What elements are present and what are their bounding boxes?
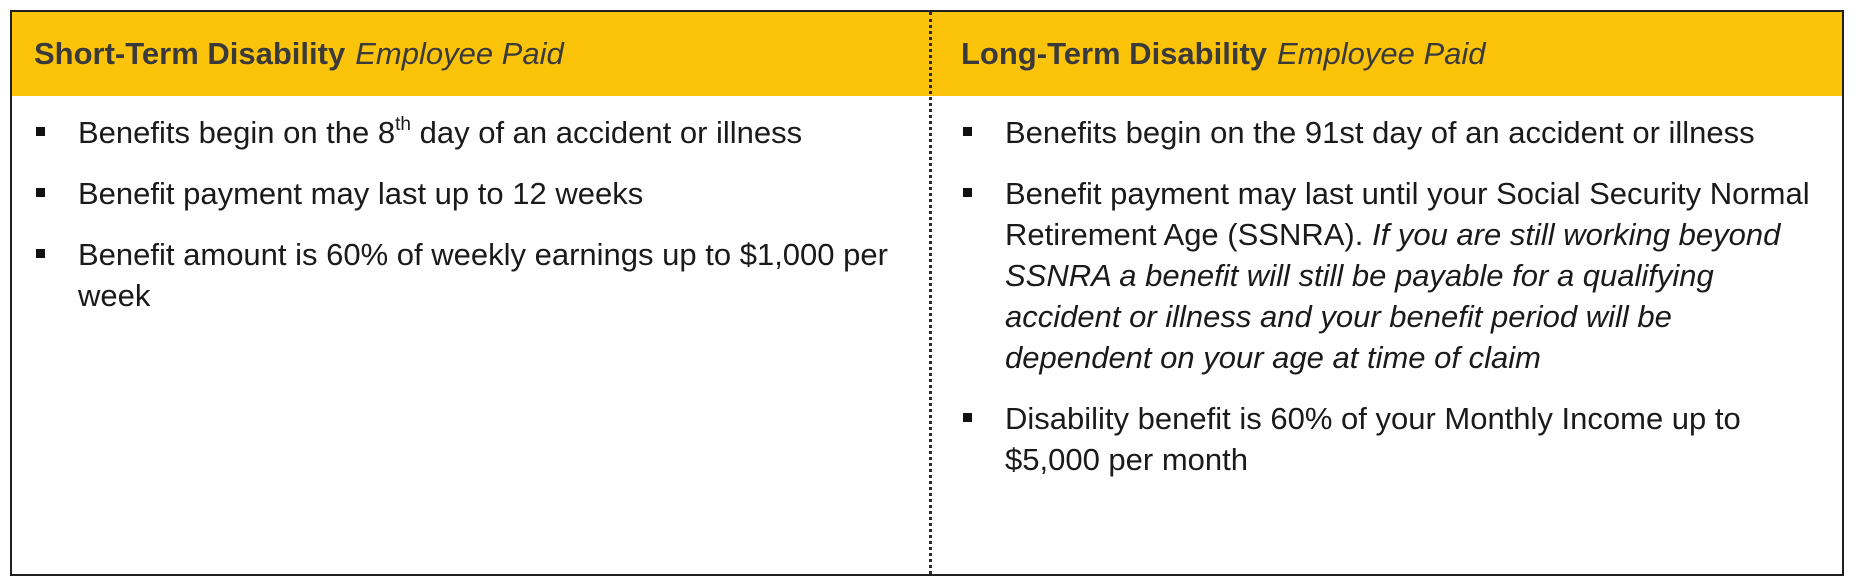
- list-item: [34, 173, 911, 214]
- dotted-column-divider: [929, 12, 932, 574]
- benefit-duration-text: Benefit payment may last until your Social Security Normal Retirement Age (SSNRA).: [1005, 176, 1810, 252]
- square-bullet-icon: [36, 249, 45, 258]
- long-term-disability-column: [931, 12, 1842, 574]
- benefit-amount-text: Benefit amount is 60% of weekly earnings up to $1,000 per week: [78, 237, 888, 313]
- square-bullet-icon: [963, 127, 972, 136]
- short-term-disability-header: [12, 12, 931, 96]
- benefit-start-text: Benefits begin on the 91st day of an accident or illness: [1005, 115, 1755, 150]
- list-item: [34, 234, 911, 316]
- long-term-disability-title: Long-Term Disability: [961, 36, 1268, 71]
- square-bullet-icon: [36, 188, 45, 197]
- benefits-comparison-table: [10, 10, 1844, 576]
- long-term-disability-header: [931, 12, 1842, 96]
- long-term-payer-label: Employee Paid: [1277, 36, 1486, 71]
- short-term-benefits-list: [12, 96, 931, 336]
- benefit-start-text: Benefits begin on the 8th day of an accident or illness: [78, 113, 803, 150]
- benefit-amount-text: Disability benefit is 60% of your Monthly Income up to $5,000 per month: [1005, 401, 1741, 477]
- list-item: [961, 112, 1818, 153]
- long-term-benefits-list: [931, 96, 1842, 500]
- short-term-payer-label: Employee Paid: [355, 36, 564, 71]
- short-term-disability-column: [12, 12, 931, 574]
- square-bullet-icon: [963, 413, 972, 422]
- benefit-duration-text: Benefit payment may last up to 12 weeks: [78, 176, 644, 211]
- list-item: [34, 112, 911, 153]
- square-bullet-icon: [963, 188, 972, 197]
- list-item: [961, 398, 1818, 480]
- list-item: [961, 173, 1818, 378]
- square-bullet-icon: [36, 127, 45, 136]
- short-term-disability-title: Short-Term Disability: [34, 36, 346, 71]
- ssnra-note-text: If you are still working beyond SSNRA a benefit will still be payable for a qualifying accident or illness and your benefit period will be dependent on your age at time of claim: [1005, 217, 1781, 375]
